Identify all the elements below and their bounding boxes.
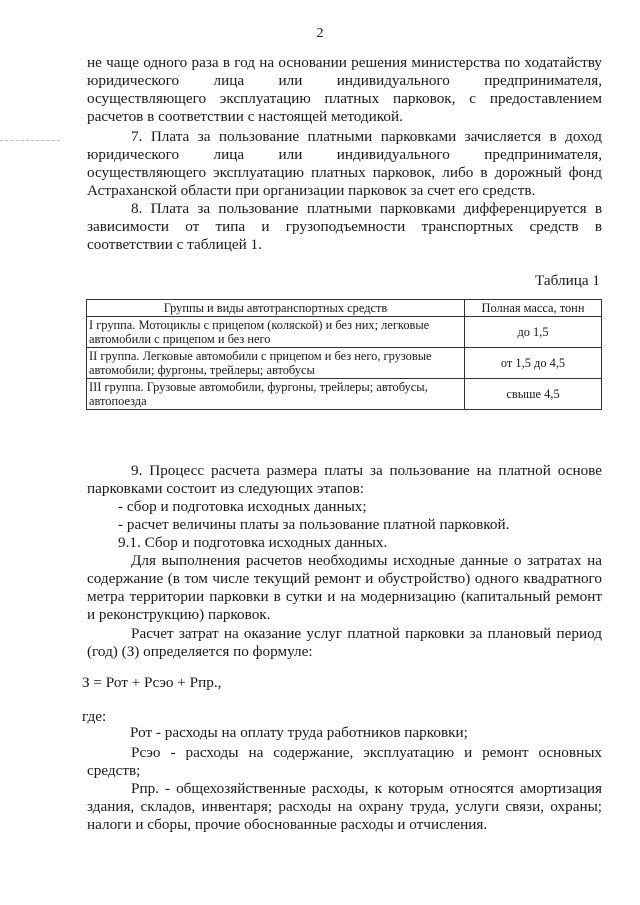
row-mass: свыше 4,5 <box>465 379 602 410</box>
definition-rseo: Рсэо - расходы на содержание, эксплуатацию и ремонт основных средств; <box>87 744 602 779</box>
row-mass: до 1,5 <box>465 317 602 348</box>
definition-rot: Рот - расходы на оплату труда работников парковки; <box>130 724 468 741</box>
row-group: III группа. Грузовые автомобили, фургоны, трейлеры; автобусы, автопоезда <box>87 379 465 410</box>
definition-rpr: Рпр. - общехозяйственные расходы, к которым относятся амортизация здания, складов, инвентаря; расходы на охрану труда, услуги связи, охраны; налоги и сборы, прочие обоснованные расходы и отчисления. <box>87 780 602 833</box>
row-group: I группа. Мотоциклы с прицепом (коляской) и без них; легковые автомобили с прицепом и без него <box>87 317 465 348</box>
paragraph-6-continuation: не чаще одного раза в год на основании решения министерства по ходатайству юридического лица или индивидуального предпринимателя, осуществляющего эксплуатацию платных парковок, с предоставлением расчетов в соответствии с настоящей методикой. <box>87 54 602 125</box>
formula: З = Рот + Рсэо + Рпр., <box>82 674 222 691</box>
header-groups: Группы и виды автотранспортных средств <box>87 300 465 317</box>
header-mass: Полная масса, тонн <box>465 300 602 317</box>
paragraph-calc: Расчет затрат на оказание услуг платной парковки за плановый период (год) (З) определяется по формуле: <box>87 625 602 660</box>
step-item: - сбор и подготовка исходных данных; <box>118 498 367 515</box>
paragraph-7: 7. Плата за пользование платными парковками зачисляется в доход юридического лица или индивидуального предпринимателя, осуществляющего эксплуатацию платных парковок, либо в дорожный фонд Астраханской области при организации парковок за счет его средств. <box>87 128 602 199</box>
vehicle-groups-table <box>86 299 602 410</box>
page-number: 2 <box>316 26 324 41</box>
step-item: - расчет величины платы за пользование платной парковкой. <box>118 516 510 533</box>
row-mass: от 1,5 до 4,5 <box>465 348 602 379</box>
table-header-row <box>87 300 602 317</box>
table-row <box>87 379 602 410</box>
scan-artifact <box>0 140 60 144</box>
paragraph-9-1: 9.1. Сбор и подготовка исходных данных. <box>118 534 388 551</box>
table-row <box>87 317 602 348</box>
table-caption: Таблица 1 <box>535 272 600 289</box>
paragraph-data: Для выполнения расчетов необходимы исходные данные о затратах на содержание (в том числе текущий ремонт и обустройство) одного квадратного метра территории парковки в сутки и на модернизацию (капитальный ремонт и реконструкцию) парковок. <box>87 552 602 623</box>
paragraph-8: 8. Плата за пользование платными парковками дифференцируется в зависимости от типа и грузоподъемности транспортных средств в соответствии с таблицей 1. <box>87 200 602 253</box>
row-group: II группа. Легковые автомобили с прицепом и без него, грузовые автомобили; фургоны, трейлеры; автобусы <box>87 348 465 379</box>
paragraph-9: 9. Процесс расчета размера платы за пользование на платной основе парковками состоит из следующих этапов: <box>87 462 602 497</box>
where-label: где: <box>82 708 107 725</box>
table-row <box>87 348 602 379</box>
